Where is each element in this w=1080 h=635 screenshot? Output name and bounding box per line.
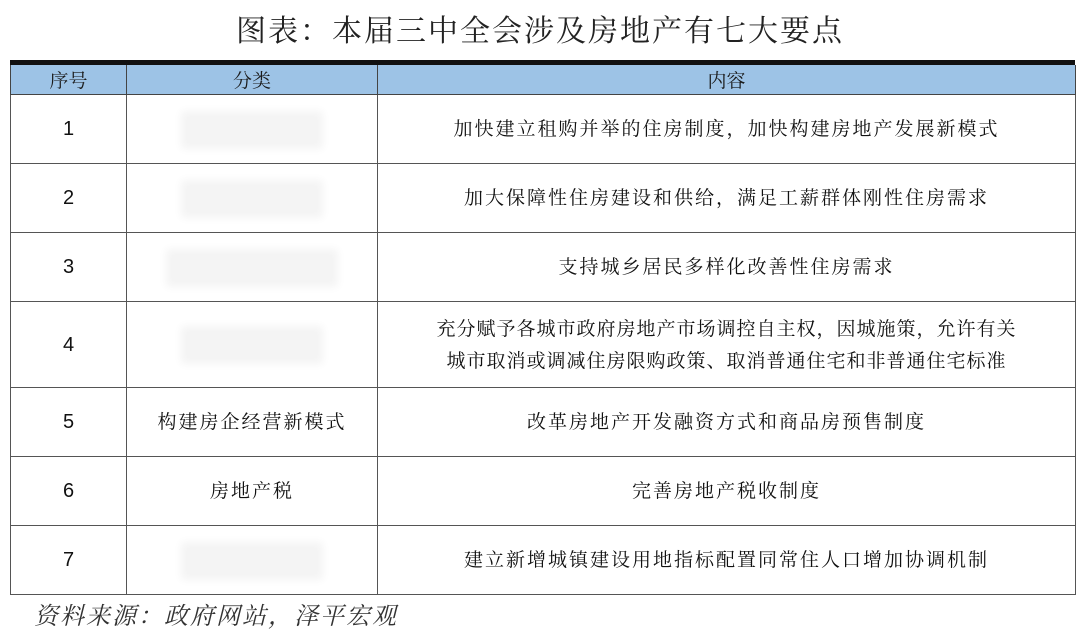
row-content-line-2: 城市取消或调减住房限购政策、取消普通住宅和非普通住宅标准	[446, 349, 1007, 372]
row-category	[127, 95, 378, 164]
row-content	[378, 164, 1076, 233]
table-row	[11, 457, 1076, 526]
row-content-text: 加快建立租购并举的住房制度，加快构建房地产发展新模式	[453, 118, 1000, 140]
row-content-text: 建立新增城镇建设用地指标配置同常住人口增加协调机制	[463, 549, 989, 571]
table-row	[11, 164, 1076, 233]
row-category	[127, 526, 378, 595]
row-content-text: 完善房地产税收制度	[631, 480, 821, 502]
blurred-category	[187, 548, 317, 574]
blurred-category	[187, 117, 317, 143]
row-content	[378, 526, 1076, 595]
blurred-category	[187, 186, 317, 212]
row-content-text: 支持城乡居民多样化改善性住房需求	[558, 256, 895, 278]
row-content	[378, 457, 1076, 526]
row-index: 3	[11, 233, 127, 302]
row-content-text: 加大保障性住房建设和供给，满足工薪群体刚性住房需求	[463, 187, 989, 209]
row-category-text: 构建房企经营新模式	[157, 411, 347, 433]
row-category	[127, 457, 378, 526]
row-index: 2	[11, 164, 127, 233]
header-content: 内容	[378, 65, 1076, 95]
row-category	[127, 233, 378, 302]
header-index: 序号	[11, 65, 127, 95]
blurred-category	[187, 332, 317, 358]
row-category	[127, 302, 378, 388]
table-header-row	[11, 65, 1076, 95]
row-category	[127, 164, 378, 233]
row-index: 1	[11, 95, 127, 164]
table-row	[11, 302, 1076, 388]
table-row	[11, 526, 1076, 595]
row-index: 5	[11, 388, 127, 457]
row-category	[127, 388, 378, 457]
summary-table	[10, 65, 1076, 595]
row-category-text: 房地产税	[209, 480, 294, 502]
source-note: 资料来源：政府网站，泽平宏观	[34, 602, 398, 630]
table-row	[11, 233, 1076, 302]
page-title: 图表：本届三中全会涉及房地产有七大要点	[236, 14, 844, 49]
row-index: 4	[11, 302, 127, 388]
row-index: 6	[11, 457, 127, 526]
row-index: 7	[11, 526, 127, 595]
header-category: 分类	[127, 65, 378, 95]
row-content	[378, 95, 1076, 164]
row-content	[378, 233, 1076, 302]
blurred-category	[172, 255, 332, 281]
row-content	[378, 388, 1076, 457]
row-content	[378, 302, 1076, 388]
table-row	[11, 388, 1076, 457]
table-row	[11, 95, 1076, 164]
row-content-line-1: 充分赋予各城市政府房地产市场调控自主权，因城施策，允许有关	[436, 317, 1017, 340]
row-content-text: 改革房地产开发融资方式和商品房预售制度	[526, 411, 926, 433]
